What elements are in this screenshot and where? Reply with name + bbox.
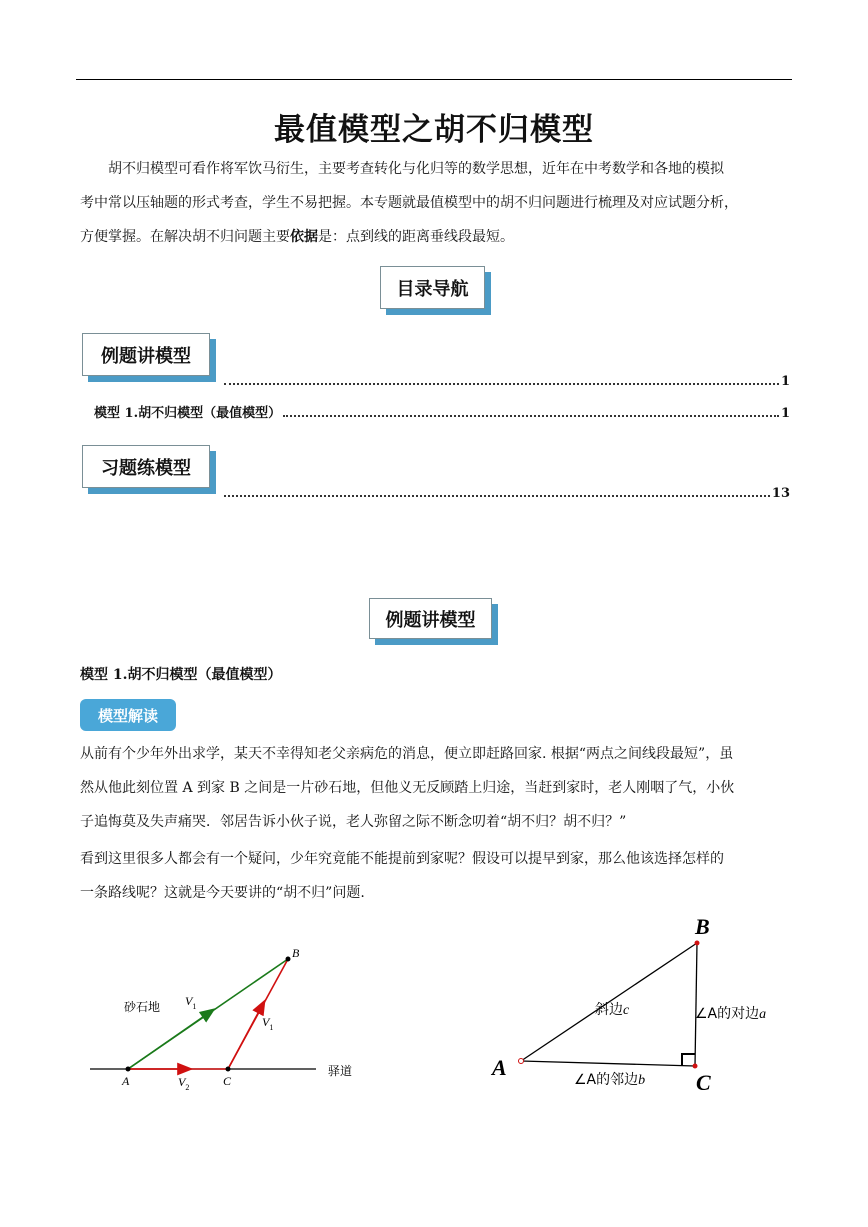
toc-model1-entry[interactable] <box>94 402 790 421</box>
toc-entry-label: 模型 1.胡不归模型（最值模型） <box>94 406 282 421</box>
right-angle-mark <box>682 1054 695 1066</box>
adjacent-side <box>521 1061 695 1066</box>
toc-section2-entry[interactable] <box>222 486 790 501</box>
toc-section1-entry[interactable] <box>222 374 790 389</box>
point-a <box>126 1067 131 1072</box>
point-b <box>286 957 291 962</box>
figure-right-triangle <box>488 910 798 1100</box>
story-line-4: 看到这里很多人都会有一个疑问，少年究竟能不能提前到家呢？假设可以提早到家，那么他该选择怎样的 <box>80 851 724 867</box>
v1-red-arrow <box>228 1002 264 1069</box>
label-opposite: ∠A的对边a <box>695 1006 767 1022</box>
intro-line-3: 方便掌握。在解决胡不归问题主要依据是：点到线的距离垂线段最短。 <box>80 229 514 245</box>
intro-line-1: 胡不归模型可看作将军饮马衍生，主要考查转化与化归等的数学思想，近年在中考数学和各地的模拟 <box>108 161 724 177</box>
page-title: 最值模型之胡不归模型 <box>274 112 594 148</box>
toc-page-number: 13 <box>771 486 790 501</box>
label-a: A <box>492 1055 507 1080</box>
label-hypotenuse: 斜边c <box>595 1002 630 1018</box>
label-v1-green: $V_1$ <box>185 994 197 1011</box>
point-c <box>693 1064 698 1069</box>
figure-hubugui-path <box>80 930 380 1100</box>
story-line-5: 一条路线呢？这就是今天要讲的“胡不归”问题. <box>80 885 365 901</box>
section-heading-box: 例题讲模型 <box>369 598 492 639</box>
v1-green-arrow <box>128 1010 213 1069</box>
label-b: B <box>695 914 710 939</box>
story-line-3: 子追悔莫及失声痛哭．邻居告诉小伙子说，老人弥留之际不断念叨着“胡不归？胡不归？” <box>80 814 627 830</box>
model-explain-pill: 模型解读 <box>80 699 176 731</box>
opposite-side <box>695 943 697 1066</box>
intro-line-2: 考中常以压轴题的形式考查，学生不易把握。本专题就最值模型中的胡不归问题进行梳理及对应试题分析， <box>80 195 738 211</box>
toc-section1-box[interactable]: 例题讲模型 <box>82 333 210 376</box>
label-v1-red: $V_1$ <box>262 1015 274 1032</box>
point-b <box>695 941 700 946</box>
toc-leader-dots <box>224 495 770 497</box>
label-c: C <box>696 1070 711 1095</box>
label-b: B <box>292 946 300 960</box>
label-c: C <box>223 1074 232 1088</box>
label-a: A <box>122 1074 130 1088</box>
label-v2: $V_2$ <box>178 1075 190 1092</box>
toc-section2-box[interactable]: 习题练模型 <box>82 445 210 488</box>
story-line-2: 然从他此刻位置 A 到家 B 之间是一片砂石地，但他义无反顾踏上归途，当赶到家时，老人刚咽了气，小伙 <box>80 780 735 796</box>
toc-heading-box: 目录导航 <box>380 266 485 309</box>
top-rule <box>76 79 792 80</box>
label-sand: 砂石地 <box>124 1000 161 1014</box>
toc-page-number: 1 <box>780 374 790 389</box>
model-heading: 模型 1.胡不归模型（最值模型） <box>80 667 282 683</box>
point-a <box>519 1059 524 1064</box>
label-road: 驿道 <box>328 1064 353 1078</box>
story-line-1: 从前有个少年外出求学，某天不幸得知老父亲病危的消息，便立即赶路回家. 根据“两点之间线段最短”，虽 <box>80 746 734 762</box>
toc-page-number: 1 <box>780 406 790 421</box>
point-c <box>226 1067 231 1072</box>
toc-leader-dots <box>283 415 779 417</box>
toc-leader-dots <box>224 383 779 385</box>
label-adjacent: ∠A的邻边b <box>574 1072 646 1088</box>
